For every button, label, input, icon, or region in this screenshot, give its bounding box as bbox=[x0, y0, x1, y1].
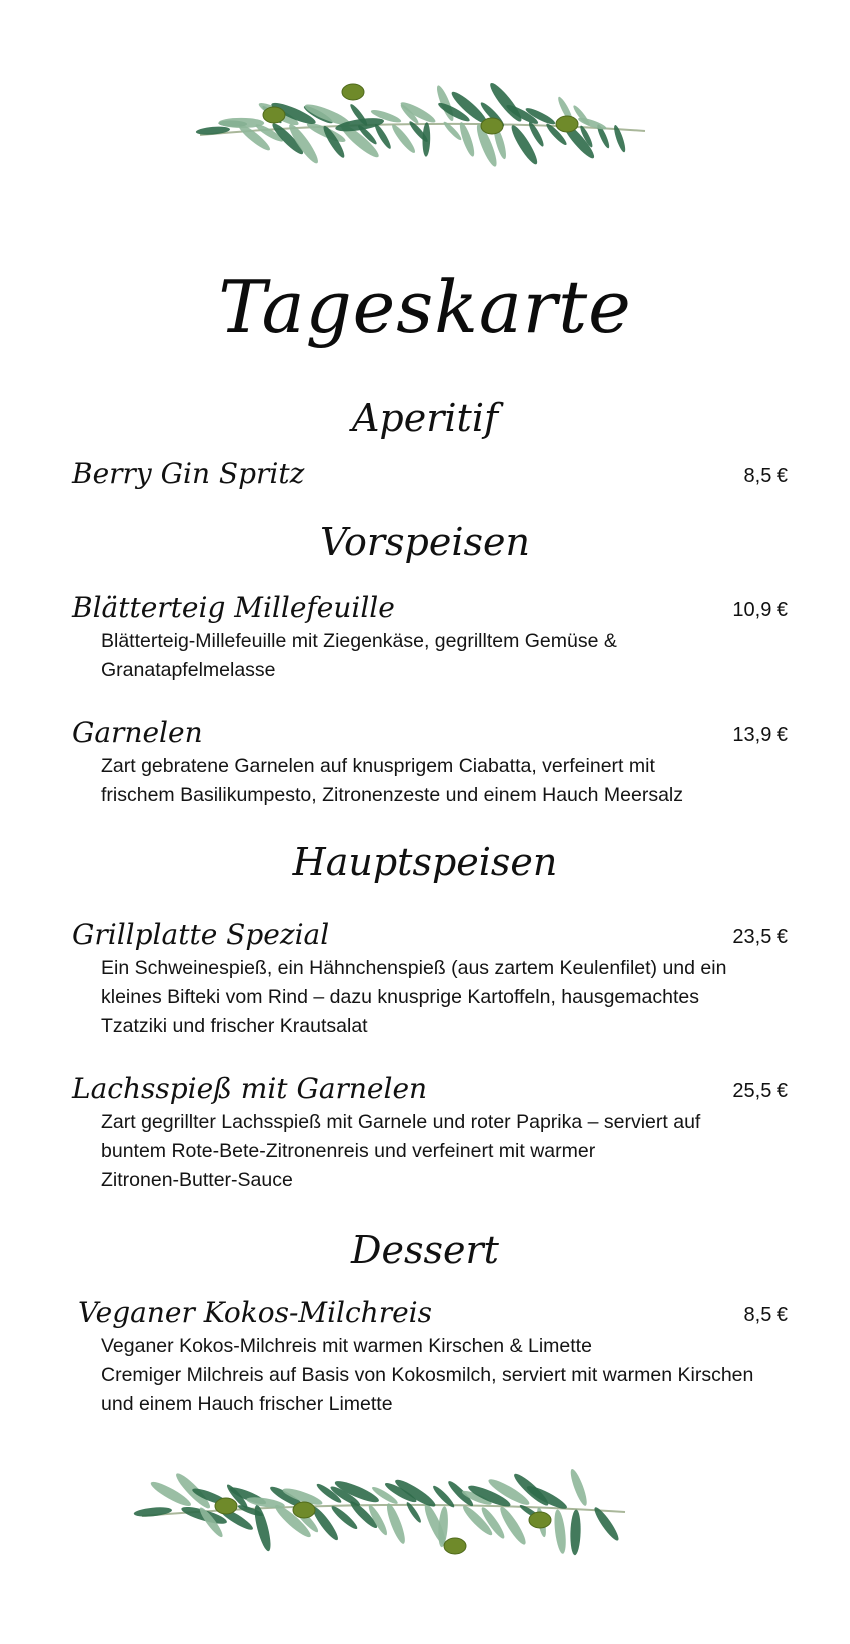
olive-fruit bbox=[293, 1502, 315, 1518]
description-line: buntem Rote-Bete-Zitronenreis und verfeinert mit warmer bbox=[101, 1140, 596, 1162]
dish-price: 23,5 € bbox=[732, 926, 788, 948]
olive-leaf bbox=[422, 122, 430, 157]
olive-leaf bbox=[384, 1502, 408, 1546]
description-line: Veganer Kokos-Milchreis mit warmen Kirschen & Limette bbox=[101, 1335, 592, 1357]
olive-leaf bbox=[218, 118, 264, 129]
section-heading-aperitif: Aperitif bbox=[351, 396, 499, 440]
section-heading-vorspeisen: Vorspeisen bbox=[320, 520, 530, 564]
description-line: Tzatziki und frischer Krautsalat bbox=[101, 1015, 368, 1037]
olive-fruit bbox=[263, 107, 285, 123]
description-line: Cremiger Milchreis auf Basis von Kokosmilch, serviert mit warmen Kirschen bbox=[101, 1364, 754, 1386]
description-line: Zitronen-Butter-Sauce bbox=[101, 1169, 293, 1191]
olive-leaf bbox=[251, 1504, 273, 1553]
dish-name: Berry Gin Spritz bbox=[72, 457, 305, 490]
dish-name: Veganer Kokos-Milchreis bbox=[78, 1296, 432, 1329]
dish-price: 25,5 € bbox=[732, 1080, 788, 1102]
olive-leaf bbox=[552, 1509, 567, 1555]
dish-description bbox=[101, 1108, 791, 1195]
description-line: Blätterteig-Millefeuille mit Ziegenkäse, gegrilltem Gemüse & bbox=[101, 630, 617, 652]
olive-branch-icon bbox=[0, 1438, 850, 1588]
description-line: Ein Schweinespieß, ein Hähnchenspieß (aus zartem Keulenfilet) und ein bbox=[101, 957, 727, 979]
dish-description bbox=[101, 752, 791, 810]
olive-leaf bbox=[373, 123, 393, 151]
dish-price: 13,9 € bbox=[732, 724, 788, 746]
description-line: Zart gegrillter Lachsspieß mit Garnele und roter Paprika – serviert auf bbox=[101, 1111, 701, 1133]
section-heading-hauptspeisen: Hauptspeisen bbox=[292, 840, 558, 884]
dish-description bbox=[101, 1332, 791, 1419]
description-line: frischem Basilikumpesto, Zitronenzeste und einem Hauch Meersalz bbox=[101, 784, 684, 806]
page-title: Tageskarte bbox=[218, 265, 632, 349]
description-line: kleines Bifteki vom Rind – dazu knusprige Kartoffeln, hausgemachtes bbox=[101, 986, 699, 1008]
dish-price: 8,5 € bbox=[743, 465, 788, 487]
olive-branch-icon bbox=[0, 52, 850, 202]
dish-price: 10,9 € bbox=[732, 599, 788, 621]
dish-name: Blätterteig Millefeuille bbox=[72, 591, 395, 624]
olive-leaf bbox=[133, 1506, 172, 1518]
olive-fruit bbox=[444, 1538, 466, 1554]
olive-leaf bbox=[434, 84, 456, 123]
olive-fruit bbox=[556, 116, 578, 132]
description-line: Granatapfelmelasse bbox=[101, 659, 276, 681]
olive-fruit bbox=[481, 118, 503, 134]
description-line: Zart gebratene Garnelen auf knusprigem Ciabatta, verfeinert mit bbox=[101, 755, 655, 777]
dish-description bbox=[101, 954, 791, 1041]
dish-description bbox=[101, 627, 791, 685]
olive-fruit bbox=[529, 1512, 551, 1528]
description-line: und einem Hauch frischer Limette bbox=[101, 1393, 393, 1415]
dish-price: 8,5 € bbox=[743, 1304, 788, 1326]
olive-leaf bbox=[568, 1467, 590, 1507]
olive-leaf bbox=[570, 1509, 582, 1555]
section-heading-dessert: Dessert bbox=[351, 1228, 499, 1272]
olive-fruit bbox=[215, 1498, 237, 1514]
dish-name: Grillplatte Spezial bbox=[72, 918, 330, 951]
olive-fruit bbox=[342, 84, 364, 100]
dish-name: Lachsspieß mit Garnelen bbox=[72, 1072, 428, 1105]
dish-name: Garnelen bbox=[72, 716, 203, 749]
